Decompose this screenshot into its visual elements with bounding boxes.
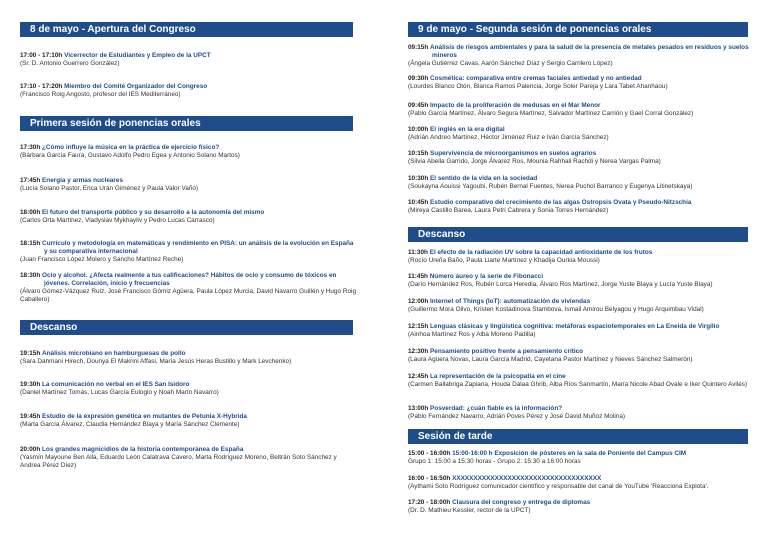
item-people: (Pablo García Martínez, Álvaro Segura Martínez, Salvador Martínez Carrión y Gael Corral González) <box>408 110 694 117</box>
item-title: Clausura del congreso y entrega de diplomas <box>452 499 591 506</box>
item-title: Análisis microbiano en hamburguesas de pollo <box>42 350 186 357</box>
item-people: Grupo 1: 15:00 a 15:30 horas - Grupo 2: 15:30 a 16:00 horas <box>408 458 581 465</box>
item-people: (Soukayna Aouissi Yagoubi, Rubén Bernal Fuentes, Nerea Puchol Barranco y Eugenya Litinetskaya) <box>408 183 693 190</box>
item-title: Currículo y metodología en matemáticas y rendimiento en PISA: un análisis de la evolución en España y su comparativa internacional <box>42 240 354 255</box>
item-time: 13:00h <box>408 405 429 412</box>
program-item <box>408 298 750 314</box>
item-time: 12:15h <box>408 323 429 330</box>
item-title: Lenguas clásicas y lingüística cognitiva: metáforas espaciotemporales en La Eneida de Virgilio <box>430 323 720 330</box>
item-time: 17:45h <box>20 177 41 184</box>
item-time: 10:15h <box>408 150 429 157</box>
item-time: 09:15h <box>408 44 429 51</box>
program-item <box>20 209 356 225</box>
item-people: (Laura Agüera Novas, Laura García Madrid, Cayetana Pastor Martínez y Nieves Sánchez Salmerón) <box>408 356 693 363</box>
program-item <box>20 240 356 264</box>
item-people: (Francisco Roig Angosto, profesor del IES Mediterráneo) <box>20 91 181 98</box>
item-time: 09:45h <box>408 102 429 109</box>
program-item <box>20 177 356 193</box>
program-item <box>20 381 356 397</box>
item-title: El futuro del transporte público y su desarrollo a la autonomía del mismo <box>42 209 265 216</box>
item-time: 17:30h <box>20 144 41 151</box>
program-item <box>408 405 750 421</box>
program-item <box>408 323 750 339</box>
item-title: Ocio y alcohol. ¿Afecta realmente a tus calificaciones? Hábitos de ocio y consumo de tóxicos en jóvenes. Correlación, inicio y frecuencias <box>42 272 337 287</box>
item-people: (Yasmín Mayoune Ben Alla, Eduardo León Calatrava Cavero, Marta Rodríguez Moreno, Beltrán Soto Sánchez y Andrea Pérez Díez) <box>20 454 337 469</box>
item-title: Pensamiento positivo frente a pensamiento crítico <box>430 348 584 355</box>
section-header-tarde: Sesión de tarde <box>408 429 748 444</box>
item-title: Cosmética: comparativa entre cremas faciales antiedad y no antiedad <box>430 75 642 82</box>
item-title: Estudio comparativo del crecimiento de las algas Ostropsis Ovata y Pseudo-Nitzschia <box>430 199 692 206</box>
item-people: (Aythami Soto Rodríguez comunicador científico y responsable del canal de YouTube 'Reacciona Explota'. <box>408 483 709 490</box>
item-people: (Sr. D. Antonio Guerrero González) <box>20 60 120 67</box>
section-header-descanso: Descanso <box>408 227 748 242</box>
item-time: 09:30h <box>408 75 429 82</box>
item-title: La representación de la psicopatía en el cine <box>430 373 566 380</box>
program-item <box>20 272 356 304</box>
item-people: (Pablo Fernández Navarro, Adrián Poves Pérez y José David Muñoz Molina) <box>408 413 626 420</box>
program-item <box>408 102 750 118</box>
item-title: Energía y armas nucleares <box>42 177 124 184</box>
item-time: 12:45h <box>408 373 429 380</box>
item-people: (Mireya Castillo Barea, Laura Petri Cabrera y Sonia Torres Hernández) <box>408 207 609 214</box>
item-people: (Adrián Andreo Martínez, Héctor Jiménez Ruiz e Iván García Sánchez) <box>408 134 609 141</box>
item-title: Supervivencia de microorganismos en suelos agrarios <box>430 150 597 157</box>
item-title: 15:00-16:00 h Exposición de pósteres en la sala de Poniente del Campus CIM <box>452 450 687 457</box>
item-time: 17:20 - 18:00h <box>408 499 451 506</box>
item-time: 19:30h <box>20 381 41 388</box>
program-item <box>408 199 750 215</box>
item-people: (Darío Hernández Ros, Rubén Lorca Heredia, Álvaro Ros Martínez, Jorge Yuste Blaya y Lucía Yuste Blaya) <box>408 281 713 288</box>
item-title: ¿Cómo influye la música en la práctica de ejercicio físico? <box>42 144 220 151</box>
item-people: (Juan Francisco López Molero y Sancho Martínez Reche) <box>20 256 184 263</box>
item-people: (Lucía Solano Pastor, Erica Urán Giménez y Paula Valor Vañó) <box>20 185 199 192</box>
item-title: Miembro del Comité Organizador del Congreso <box>64 83 208 90</box>
item-people: (Ainhoa Martínez Ros y Alba Moreno Padilla) <box>408 331 536 338</box>
item-title: El efecto de la radiación UV sobre la capacidad antioxidante de los frutos <box>429 249 653 256</box>
item-people: (Guillermo Mora Olivo, Kristen Kostadinova Stambova, Ismail Amirou Belyagou y Hugo Arquimbau Vidal) <box>408 306 704 313</box>
item-time: 19:15h <box>20 350 41 357</box>
item-title: La comunicación no verbal en el IES San Isidoro <box>42 381 190 388</box>
item-people: (Sara Dahmani Hirech, Dounya El Makrini Affasi, María Jesús Heras Bustillo y Mark Levchenko) <box>20 358 292 365</box>
item-time: 10:30h <box>408 175 429 182</box>
program-item <box>408 44 750 68</box>
section-header-descanso: Descanso <box>20 320 353 335</box>
item-title: Internet of Things (IoT): automatización de viviendas <box>430 298 591 305</box>
item-time: 18:15h <box>20 240 41 247</box>
item-people: (Álvaro Gómez-Vázquez Ruiz, José Francisco Gómiz Agüera, Paula López Murcia, David Navarro Guillén y Hugo Roig Caballero) <box>20 288 357 303</box>
item-time: 11:30h <box>408 249 428 256</box>
program-item <box>20 83 356 99</box>
item-people: (Ángela Gutiérrez Cavas, Aarón Sánchez Díaz y Sergio Carrilero López) <box>408 60 613 67</box>
item-people: (Dr. D. Mathieu Kessler, rector de la UPCT) <box>408 507 531 514</box>
item-time: 10:00h <box>408 126 429 133</box>
program-item <box>408 175 750 191</box>
item-time: 19:45h <box>20 413 41 420</box>
section-header-segunda: 9 de mayo - Segunda sesión de ponencias orales <box>408 22 748 37</box>
item-people: (Lourdes Blanco Otón, Blanca Ramos Palencia, Jorge Soler Pareja y Lara Tabet Ahanhaou) <box>408 83 668 90</box>
item-time: 11:45h <box>408 273 428 280</box>
item-title: Estudio de la expresión genética en mutantes de Petunia X-Hybrida <box>42 413 247 420</box>
item-time: 15:00 - 16:00h <box>408 450 451 457</box>
program-item <box>20 144 356 160</box>
item-title: Vicerrector de Estudiantes y Empleo de la UPCT <box>64 52 211 59</box>
item-time: 10:45h <box>408 199 429 206</box>
item-people: (Carlos Orta Martínez, Vladyslav Mykhayliv y Pedro Lucas Carrasco) <box>20 217 215 224</box>
item-time: 18:30h <box>20 272 41 279</box>
program-item <box>408 126 750 142</box>
item-time: 18:00h <box>20 209 41 216</box>
item-title: Número áureo y la serie de Fibonacci <box>429 273 543 280</box>
program-item <box>408 75 750 91</box>
program-item <box>20 350 356 366</box>
program-item <box>408 150 750 166</box>
item-people: (Daniel Martínez Tomás, Lucas García Eulogio y Noah Marín Navarro) <box>20 389 219 396</box>
program-item <box>20 52 356 68</box>
program-item <box>408 373 750 389</box>
item-time: 12:30h <box>408 348 429 355</box>
item-title: Análisis de riesgos ambientales y para la salud de la presencia de metales pesados en residuos y suelos mineros <box>430 44 749 59</box>
program-item <box>408 348 750 364</box>
program-item <box>408 499 750 515</box>
section-header-primera: Primera sesión de ponencias orales <box>20 116 353 131</box>
program-item <box>408 273 750 289</box>
item-title: Posverdad: ¿cuán fiable es la información? <box>430 405 563 412</box>
item-time: 12:00h <box>408 298 429 305</box>
item-time: 16:00 - 16:50h <box>408 475 451 482</box>
item-people: (Marta García Álvarez, Claudia Hernández Blaya y María Sánchez Clemente) <box>20 421 240 428</box>
program-item <box>408 249 750 265</box>
program-item <box>20 446 356 470</box>
item-time: 17:00 - 17:10h <box>20 52 63 59</box>
item-people: (Carmen Ballabriga Zapiana, Houda Dalaa Ghrib, Alba Ríos Sanmartín, María Nicole Abad Ovale e Iker Quintero Avilés) <box>408 381 748 388</box>
item-title: Impacto de la proliferación de medusas en el Mar Menor <box>430 102 601 109</box>
item-time: 20:00h <box>20 446 41 453</box>
program-item <box>408 475 750 491</box>
item-people: (Bárbara García Faura, Gustavo Adolfo Pedro Egea y Antonio Solano Martos) <box>20 152 240 159</box>
item-people: (Rocío Ureña Baño, Paula Liarte Martínez y Khadija Ourkia Moussi) <box>408 257 600 264</box>
item-people: (Silvia Abella Garrido, Jorge Álvarez Ros, Mounia Rahhali Rachdi y Nerea Vargas Palma) <box>408 158 661 165</box>
section-header-apertura: 8 de mayo - Apertura del Congreso <box>20 22 353 37</box>
item-title: El inglés en la era digital <box>430 126 505 133</box>
program-item <box>408 450 750 466</box>
item-title: Los grandes magnicidios de la historia contemporánea de España <box>42 446 244 453</box>
item-title: XXXXXXXXXXXXXXXXXXXXXXXXXXXXXXXXXXX <box>452 475 602 482</box>
item-time: 17:10 - 17:20h <box>20 83 63 90</box>
item-title: El sentido de la vida en la sociedad <box>430 175 538 182</box>
program-item <box>20 413 356 429</box>
